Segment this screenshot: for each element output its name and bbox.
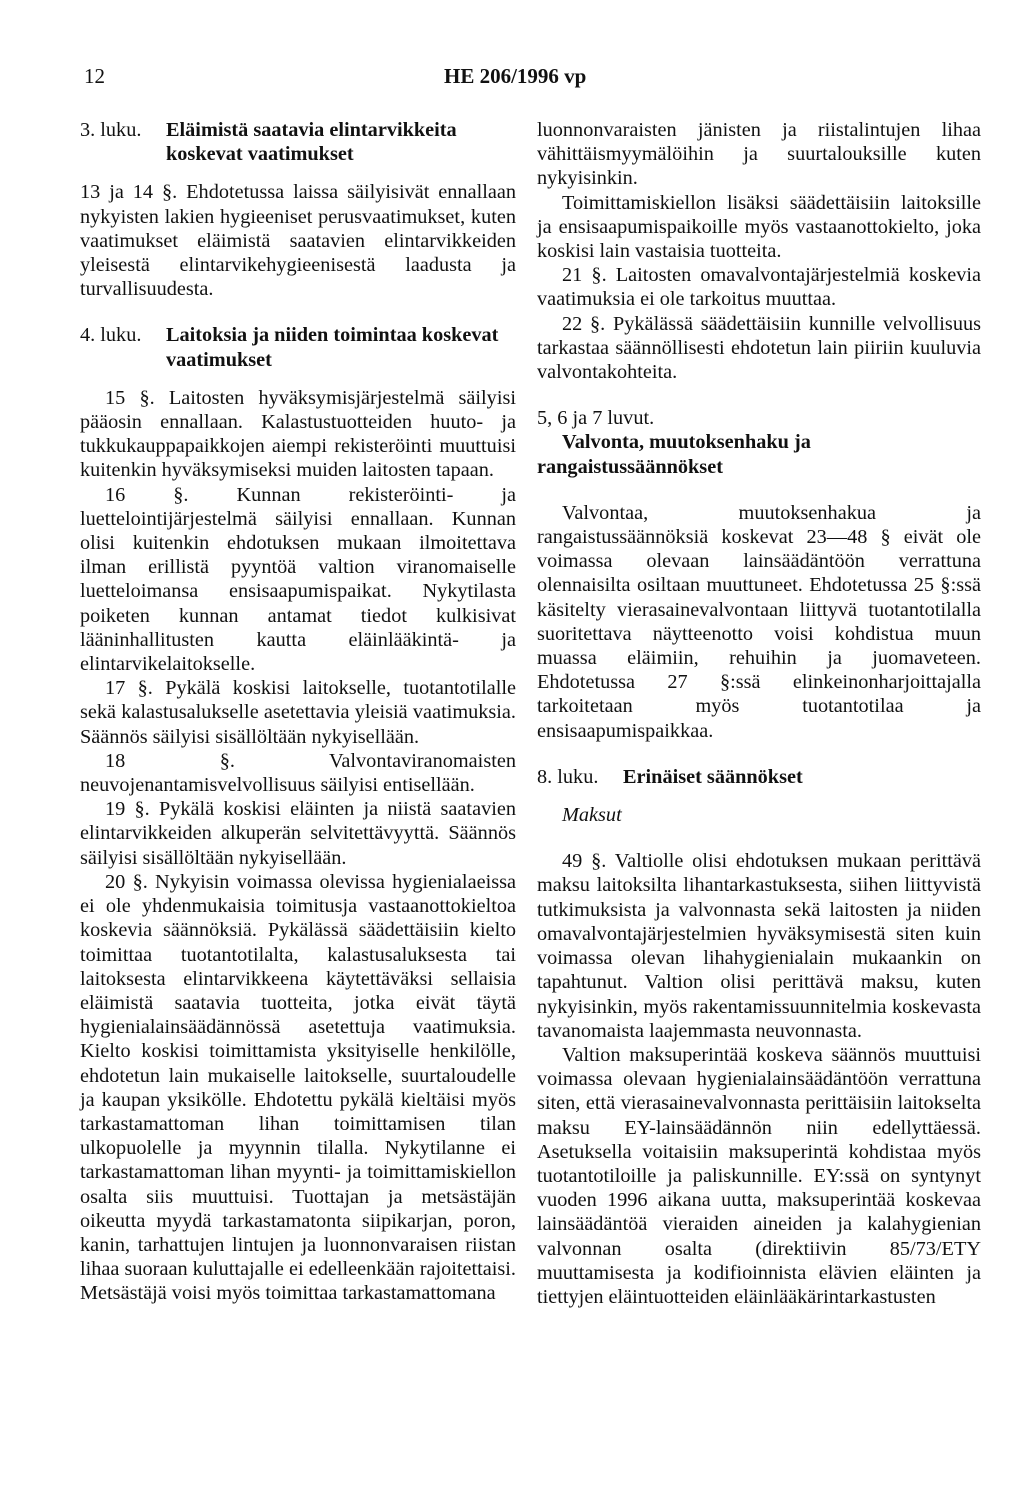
- chapter-number: 8. luku.: [537, 765, 599, 788]
- paragraph-13-14: 13 ja 14 §. Ehdotetussa laissa säilyisivät ennallaan nykyisten lakien hygieeniset perusvaatimukset, kuten vaatimukset eläimistä saatavien elintarvikkeiden yleisestä elintarvikehygieenisestä laadusta ja turvallisuudesta.: [80, 181, 516, 301]
- chapter-heading-4: [80, 323, 516, 371]
- left-column: [80, 118, 516, 1306]
- page-number: 12: [84, 64, 105, 88]
- paragraph-49: 49 §. Valtiolle olisi ehdotuksen mukaan perittävä maksu laitoksilta lihantarkastuksesta, siihen liittyvistä tutkimuksista ja valvonnasta sekä laitosten ja niiden omavalvontajärjestelmien hyväksymisestä siten kuin voimassa olevan lihahygienialain mukaankin on tapahtunut. Valtion olisi perittävä maksu, kuten nykyisinkin, myös rakentamissuunnitelmia koskevasta tavanomaista laajemmasta neuvonnasta.: [537, 850, 981, 1042]
- paragraph-18: 18 §. Valvontaviranomaisten neuvojenantamisvelvollisuus säilyisi entisellään.: [80, 749, 516, 797]
- paragraph-valtion: Valtion maksuperintää koskeva säännös muuttuisi voimassa olevaan hygienialainsäädäntöön verrattuna siten, että vierasainevalvonnasta perittäisiin laitokselta maksu EY-lainsäädännön niin edellyttäessä. Asetuksella voitaisiin maksuperintä kohdistaa myös tuotantotiloille ja paliskunnille. EY:ssä on syntynyt vuoden 1996 aikana uutta, maksuperintää koskevaa lainsäädäntöä vieraiden aineiden ja kalahygienian valvonnan osalta (direktiivin 85/73/ETY muuttamisesta ja kodifioinnista elävien eläinten ja tiettyjen eläintuotteiden eläinlääkärintarkastusten: [537, 1043, 981, 1308]
- chapter-number: 3. luku.: [80, 119, 142, 141]
- chapter-number: 4. luku.: [80, 324, 142, 347]
- paragraph-valvontaa: Valvontaa, muutoksenhakua ja rangaistussäännöksiä koskevat 23—48 § eivät ole voimassa olevaan lainsäädäntöön verrattuna olennaisilta osiltaan muuttuneet. Ehdotetussa 25 §:ssä käsitelty vierasainevalvontaan liittyvä tuotantotilalla suoritettava näytteenotto voisi kohdistua muun muassa eläimiin, rehuihin ja juomaveteen. Ehdotetussa 27 §:ssä elinkeinonharjoittajalla tarkoitetaan myös tuotantotilaa ja ensisaapumispaikkaa.: [537, 501, 981, 742]
- chapter-heading-8: [537, 765, 981, 789]
- paragraph-continued: luonnonvaraisten jänisten ja riistalintujen lihaa vähittäismyymälöihin ja suurtalouksille kuten nykyisinkin.: [537, 119, 981, 190]
- paragraph-15: 15 §. Laitosten hyväksymisjärjestelmä säilyisi pääosin ennallaan. Kalastustuotteiden huuto- ja tukkukauppapaikkojen aiempi rekisteröinti muuttuisi kuitenkin hyväksymiseksi muiden laitosten tapaan.: [80, 386, 516, 482]
- chapter-number-5-7: 5, 6 ja 7 luvut.: [537, 407, 655, 430]
- chapter-title: Laitoksia ja niiden toimintaa koskevat vaatimukset: [166, 324, 499, 371]
- chapter-heading-3: [80, 118, 516, 166]
- chapter-title: Erinäiset säännökset: [623, 765, 803, 788]
- subheading-maksut: Maksut: [562, 804, 622, 827]
- chapter-title-5-7: Valvonta, muutoksenhaku ja rangaistussäännökset: [537, 431, 811, 478]
- paragraph-toimittamiskielto: Toimittamiskiellon lisäksi säädettäisiin laitoksille ja ensisaapumispaikoille myös vastaanottokielto, joka koskisi lain vastaisia tuotteita.: [537, 191, 981, 263]
- paragraph-21: 21 §. Laitosten omavalvontajärjestelmiä koskevia vaatimuksia ei ole tarkoitus muuttaa.: [537, 264, 981, 311]
- paragraph-22: 22 §. Pykälässä säädettäisiin kunnille velvollisuus tarkastaa säännöllisesti ehdotetun lain piiriin kuuluvia valvontakohteita.: [537, 312, 981, 384]
- paragraph-20: 20 §. Nykyisin voimassa olevissa hygienialaeissa ei ole yhdenmukaisia toimitusja vastaanottokieltoa koskevia säännöksiä. Pykälässä säädettäisiin kielto toimittaa tuotantotilalta, kalastusaluksesta tai laitoksesta elintarvikkeena käytettäväksi sellaisia eläimistä saatavia tuotteita, jotka eivät täytä hygienialainsäädännössä asetettuja vaatimuksia. Kielto koskisi toimittamista yksityiselle henkilölle, ehdotetun lain mukaiselle laitokselle, suurtaloudelle ja kaupan yksikölle. Ehdotettu pykälä kieltäisi myös tarkastamattoman lihan toimittamisen tilan ulkopuolelle ja myynnin tilalla. Nykytilanne ei tarkastamattoman lihan myynti- ja toimittamiskiellon osalta siis muuttuisi. Tuottajan ja metsästäjän oikeutta myydä tarkastamatonta siipikarjan, poron, kanin, tarhattujen lintujen ja luonnonvaraisen riistan lihaa suoraan kuluttajalle ei edelleenkään rajoitettaisi. Metsästäjä voisi myös toimittaa tarkastamattomana: [80, 870, 516, 1305]
- paragraph-19: 19 §. Pykälä koskisi eläinten ja niistä saatavien elintarvikkeiden alkuperän selvitettävyyttä. Säännös säilyisi sisällöltään nykyisellään.: [80, 798, 516, 869]
- paragraph-17: 17 §. Pykälä koskisi laitokselle, tuotantotilalle sekä kalastusalukselle asetettavia yleisiä vaatimuksia. Säännös säilyisi sisällöltään nykyisellään.: [80, 677, 516, 748]
- paragraph-16: 16 §. Kunnan rekisteröinti- ja luettelointijärjestelmä säilyisi ennallaan. Kunnan olisi kuitenkin ehdotuksen mukaan ilmoitettava ilman erillistä pyyntöä valtion viranomaiselle luetteloimansa ensisaapumispaikat. Nykytilasta poiketen kunnan antamat tiedot kulkisivat lääninhallitusten kautta eläinlääkintä- ja elintarvikelaitokselle.: [80, 483, 516, 676]
- right-column: [537, 118, 981, 1309]
- chapter-title: Eläimistä saatavia elintarvikkeita koskevat vaatimukset: [166, 119, 457, 166]
- document-id: HE 206/1996 vp: [444, 64, 587, 88]
- page-header: [84, 64, 984, 96]
